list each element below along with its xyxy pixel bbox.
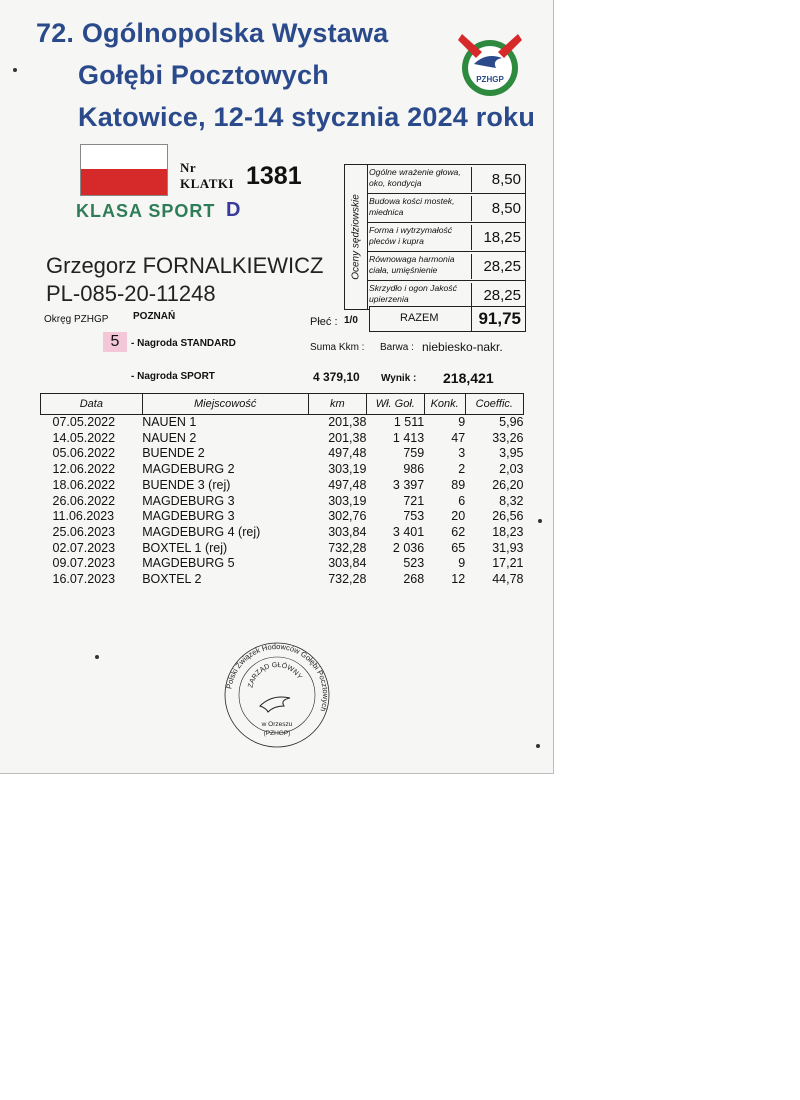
row-place: MAGDEBURG 4 (rej) [142,524,261,539]
row-place: BUENDE 2 [142,446,205,461]
table-row [41,525,524,541]
stamp-city: w Orzeszu [261,721,293,728]
wynik-label: Wynik : [381,373,417,384]
row-km: 303,84 [328,524,367,539]
speck [536,744,540,748]
barwa-label: Barwa : [380,342,414,353]
row-place: MAGDEBURG 3 [142,493,235,508]
row-position: 62 [451,524,466,539]
row-birds: 268 [403,572,425,587]
score-row [367,281,525,309]
row-km: 201,38 [328,430,367,445]
row-position: 6 [458,493,466,508]
row-birds: 986 [403,462,425,477]
score-value: 28,25 [483,287,521,304]
row-date: 02.07.2023 [52,540,116,555]
table-row [41,478,524,494]
table-row [41,541,524,557]
klasa-label: KLASA SPORT [76,201,216,221]
row-km: 497,48 [328,446,367,461]
ring-number: PL-085-20-11248 [46,281,216,306]
row-date: 18.06.2022 [52,477,116,492]
row-km: 302,76 [328,509,367,524]
row-place: BOXTEL 1 (rej) [142,540,228,555]
score-row [367,252,525,281]
row-place: MAGDEBURG 3 [142,509,235,524]
table-row [41,446,524,462]
table-row [41,494,524,510]
speck [538,519,542,523]
row-coefficient: 18,23 [492,524,524,539]
col-header-data: Data [41,394,143,415]
results-header-row [41,394,524,415]
row-date: 26.06.2022 [52,493,116,508]
total-box [369,306,526,332]
row-place: BUENDE 3 (rej) [142,477,231,492]
total-label: RAZEM [400,312,439,324]
row-date: 07.05.2022 [52,415,116,429]
row-place: BOXTEL 2 [142,572,202,587]
row-place: NAUEN 2 [142,430,197,445]
row-coefficient: 8,32 [499,493,524,508]
suma-value: 4 379,10 [313,370,360,384]
col-header-km: km [308,394,366,415]
row-km: 303,19 [328,462,367,477]
row-coefficient: 3,95 [499,446,524,461]
row-km: 732,28 [328,572,367,587]
score-value: 18,25 [483,229,521,246]
score-label: Budowa kości mostek, miednica [369,196,472,221]
row-position: 9 [458,556,466,571]
row-km: 497,48 [328,477,367,492]
row-place: MAGDEBURG 5 [142,556,235,571]
row-km: 201,38 [328,415,367,429]
row-birds: 753 [403,509,425,524]
row-position: 20 [451,509,466,524]
nagroda-sport-label: - Nagroda SPORT [131,371,215,382]
owner-name: Grzegorz FORNALKIEWICZ [46,253,324,278]
score-row [367,223,525,252]
row-date: 16.07.2023 [52,572,116,587]
row-coefficient: 26,20 [492,477,524,492]
table-row [41,572,524,588]
row-km: 303,19 [328,493,367,508]
row-coefficient: 26,56 [492,509,524,524]
score-value: 28,25 [483,258,521,275]
row-km: 732,28 [328,540,367,555]
nagroda-standard-number: 5 [103,332,127,352]
pigeon-stamp-icon [260,697,290,712]
cage-number: 1381 [246,162,302,190]
row-coefficient: 44,78 [492,572,524,587]
table-row [41,415,524,431]
pigeon-show-card [0,0,554,774]
association-stamp [222,640,332,750]
score-row [367,165,525,194]
row-position: 9 [458,415,466,429]
table-row [41,431,524,447]
poland-flag [80,144,168,196]
table-row [41,556,524,572]
row-place: MAGDEBURG 2 [142,462,235,477]
row-coefficient: 5,96 [499,415,524,429]
plec-value: 1/0 [344,315,358,326]
okreg-value: POZNAŃ [133,311,176,322]
row-date: 05.06.2022 [52,446,116,461]
col-header-konk: Konk. [424,394,465,415]
stamp-abbr: (PZHGP) [263,730,291,737]
row-birds: 759 [403,446,425,461]
row-coefficient: 2,03 [499,462,524,477]
score-value: 8,50 [491,171,521,188]
total-value: 91,75 [478,309,521,328]
col-header-coeffic: Coeffic. [465,394,523,415]
score-label: Równowaga harmonia ciała, umięśnienie [369,254,472,279]
row-birds: 3 401 [392,524,425,539]
title-line-3: Katowice, 12-14 stycznia 2024 roku [78,102,536,132]
row-coefficient: 17,21 [492,556,524,571]
row-birds: 721 [403,493,425,508]
klasa-value: D [226,199,241,221]
stamp-outer-text: Polski Związek Hodowców Gołębi Pocztowych [224,641,331,713]
score-value: 8,50 [491,200,521,217]
col-header-wl-gol: Wł. Goł. [366,394,424,415]
row-place: NAUEN 1 [142,415,197,429]
scores-table [344,164,526,310]
barwa-value: niebiesko-nakr. [422,340,503,354]
table-row [41,462,524,478]
row-position: 12 [451,572,466,587]
row-position: 3 [458,446,466,461]
nagroda-standard-label: - Nagroda STANDARD [131,338,236,349]
suma-label: Suma Kkm : [310,342,365,353]
row-position: 47 [451,430,466,445]
row-birds: 523 [403,556,425,571]
svg-text:ZARZĄD GŁÓWNY [247,660,303,688]
row-position: 2 [458,462,466,477]
plec-label: Płeć : [310,316,338,328]
row-date: 11.06.2023 [52,509,115,524]
row-coefficient: 33,26 [492,430,524,445]
stamp-inner-text: ZARZĄD GŁÓWNY [247,661,303,689]
results-table [40,393,524,588]
row-km: 303,84 [328,556,367,571]
score-label: Skrzydło i ogon Jakość upierzenia [369,283,472,308]
scores-title: Oceny sędziowskie [345,165,368,309]
row-coefficient: 31,93 [492,540,524,555]
row-position: 65 [451,540,466,555]
score-row [367,194,525,223]
row-birds: 1 511 [393,415,425,429]
title-line-2: Gołębi Pocztowych [78,60,329,90]
title-line-1: 72. Ogólnopolska Wystawa [36,18,389,48]
wynik-value: 218,421 [443,370,494,386]
row-position: 89 [451,477,466,492]
row-birds: 3 397 [392,477,425,492]
logo-text: PZHGP [476,75,504,84]
row-date: 09.07.2023 [52,556,116,571]
row-birds: 1 413 [392,430,425,445]
speck [13,68,17,72]
col-header-miejscowosc: Miejscowość [142,394,308,415]
row-date: 25.06.2023 [52,524,116,539]
score-label: Ogólne wrażenie głowa, oko, kondycja [369,167,472,192]
okreg-label: Okręg PZHGP [44,314,109,325]
nr-label: Nr [180,160,197,175]
score-label: Forma i wytrzymałość pleców i kupra [369,225,472,250]
row-date: 12.06.2022 [52,462,116,477]
table-row [41,509,524,525]
pigeon-logo-icon [452,30,530,100]
speck [95,655,99,659]
row-date: 14.05.2022 [52,430,116,445]
klatki-label: KLATKI [180,176,235,191]
row-birds: 2 036 [392,540,425,555]
